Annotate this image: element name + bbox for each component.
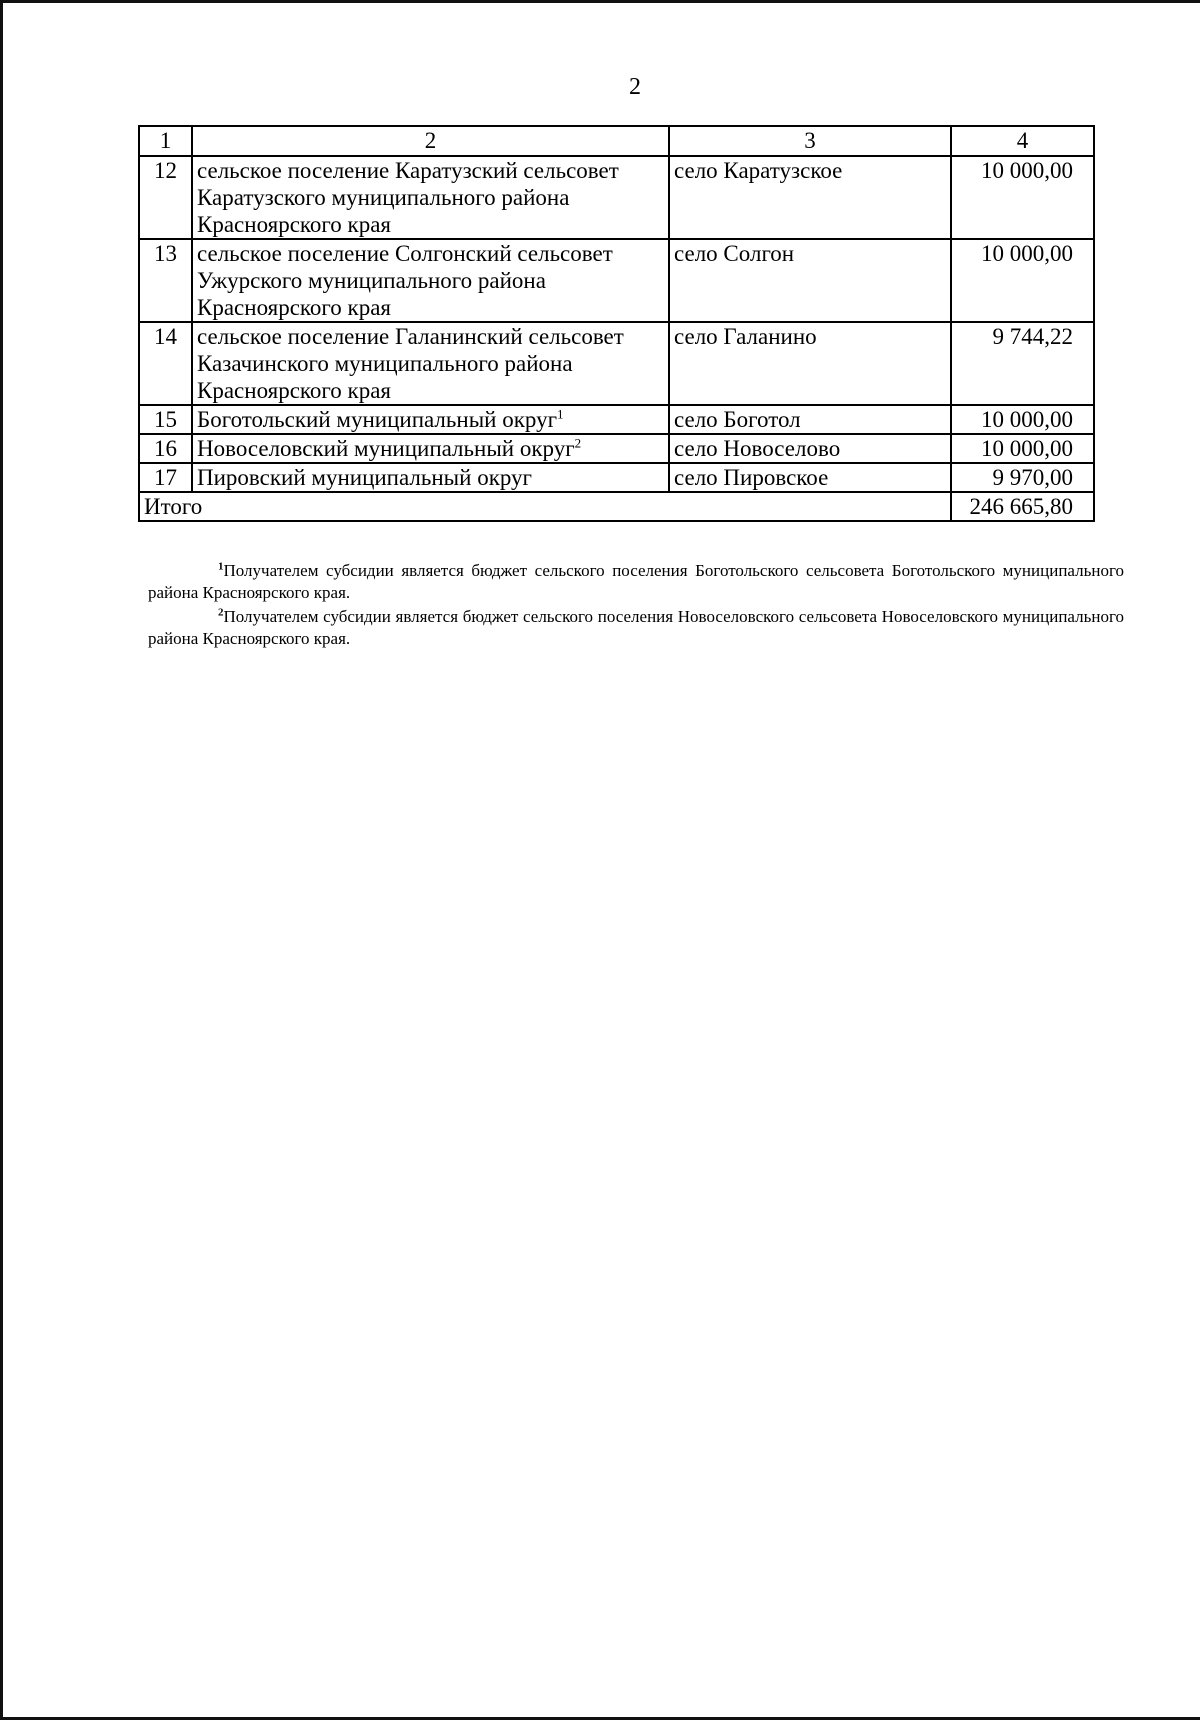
settlement-cell: село Боготол — [669, 405, 951, 434]
municipality-cell: Новоселовский муниципальный округ$^2$ — [192, 434, 669, 463]
table-row — [139, 405, 1094, 434]
settlement-cell: село Галанино — [669, 322, 951, 405]
row-number: 12 — [139, 156, 192, 239]
footnote-marker: 2 — [218, 606, 224, 619]
footnote-marker: 2 — [574, 435, 582, 451]
settlement-cell: село Новоселово — [669, 434, 951, 463]
table-row — [139, 322, 1094, 405]
footnote-2 — [148, 606, 1124, 650]
amount-cell: 9 970,00 — [951, 463, 1094, 492]
subsidy-table — [138, 125, 1095, 522]
table-row — [139, 434, 1094, 463]
settlement-cell: село Пировское — [669, 463, 951, 492]
scan-edge-top — [0, 0, 1200, 3]
table-row — [139, 239, 1094, 322]
row-number: 13 — [139, 239, 192, 322]
footnote-text: Получателем субсидии является бюджет сельского поселения Боготольского сельсовета Боготольского муниципального района Красноярского края. — [148, 561, 1124, 602]
row-number: 14 — [139, 322, 192, 405]
amount-cell: 10 000,00 — [951, 156, 1094, 239]
column-amount-header: 4 — [951, 126, 1094, 156]
settlement-cell: село Каратузское — [669, 156, 951, 239]
municipality-cell: Пировский муниципальный округ — [192, 463, 669, 492]
footnote-marker: 1 — [218, 560, 224, 573]
total-row — [139, 492, 1094, 521]
footnote-text: Получателем субсидии является бюджет сельского поселения Новоселовского сельсовета Новоселовского муниципального района Красноярского края. — [148, 607, 1124, 648]
page-number: 2 — [629, 74, 641, 100]
municipality-cell: Боготольский муниципальный округ$^1$ — [192, 405, 669, 434]
settlement-cell: село Солгон — [669, 239, 951, 322]
scan-edge-left — [0, 0, 3, 1720]
table-row — [139, 156, 1094, 239]
total-label: Итого — [139, 492, 951, 521]
column-municipality-header: 2 — [192, 126, 669, 156]
footnote-marker: 1 — [557, 406, 564, 422]
municipality-cell: сельское поселение Галанинский сельсовет Казачинского муниципального района Красноярского края — [192, 322, 669, 405]
footnote-1 — [148, 560, 1124, 604]
row-number: 17 — [139, 463, 192, 492]
column-number-header: 1 — [139, 126, 192, 156]
amount-cell: 10 000,00 — [951, 405, 1094, 434]
row-number: 16 — [139, 434, 192, 463]
total-amount: 246 665,80 — [951, 492, 1094, 521]
table-header-row — [139, 126, 1094, 156]
table-row — [139, 463, 1094, 492]
amount-cell: 9 744,22 — [951, 322, 1094, 405]
column-settlement-header: 3 — [669, 126, 951, 156]
row-number: 15 — [139, 405, 192, 434]
footnotes — [148, 560, 1124, 652]
municipality-cell: сельское поселение Каратузский сельсовет Каратузского муниципального района Красноярского края — [192, 156, 669, 239]
amount-cell: 10 000,00 — [951, 239, 1094, 322]
amount-cell: 10 000,00 — [951, 434, 1094, 463]
municipality-cell: сельское поселение Солгонский сельсовет Ужурского муниципального района Красноярского края — [192, 239, 669, 322]
